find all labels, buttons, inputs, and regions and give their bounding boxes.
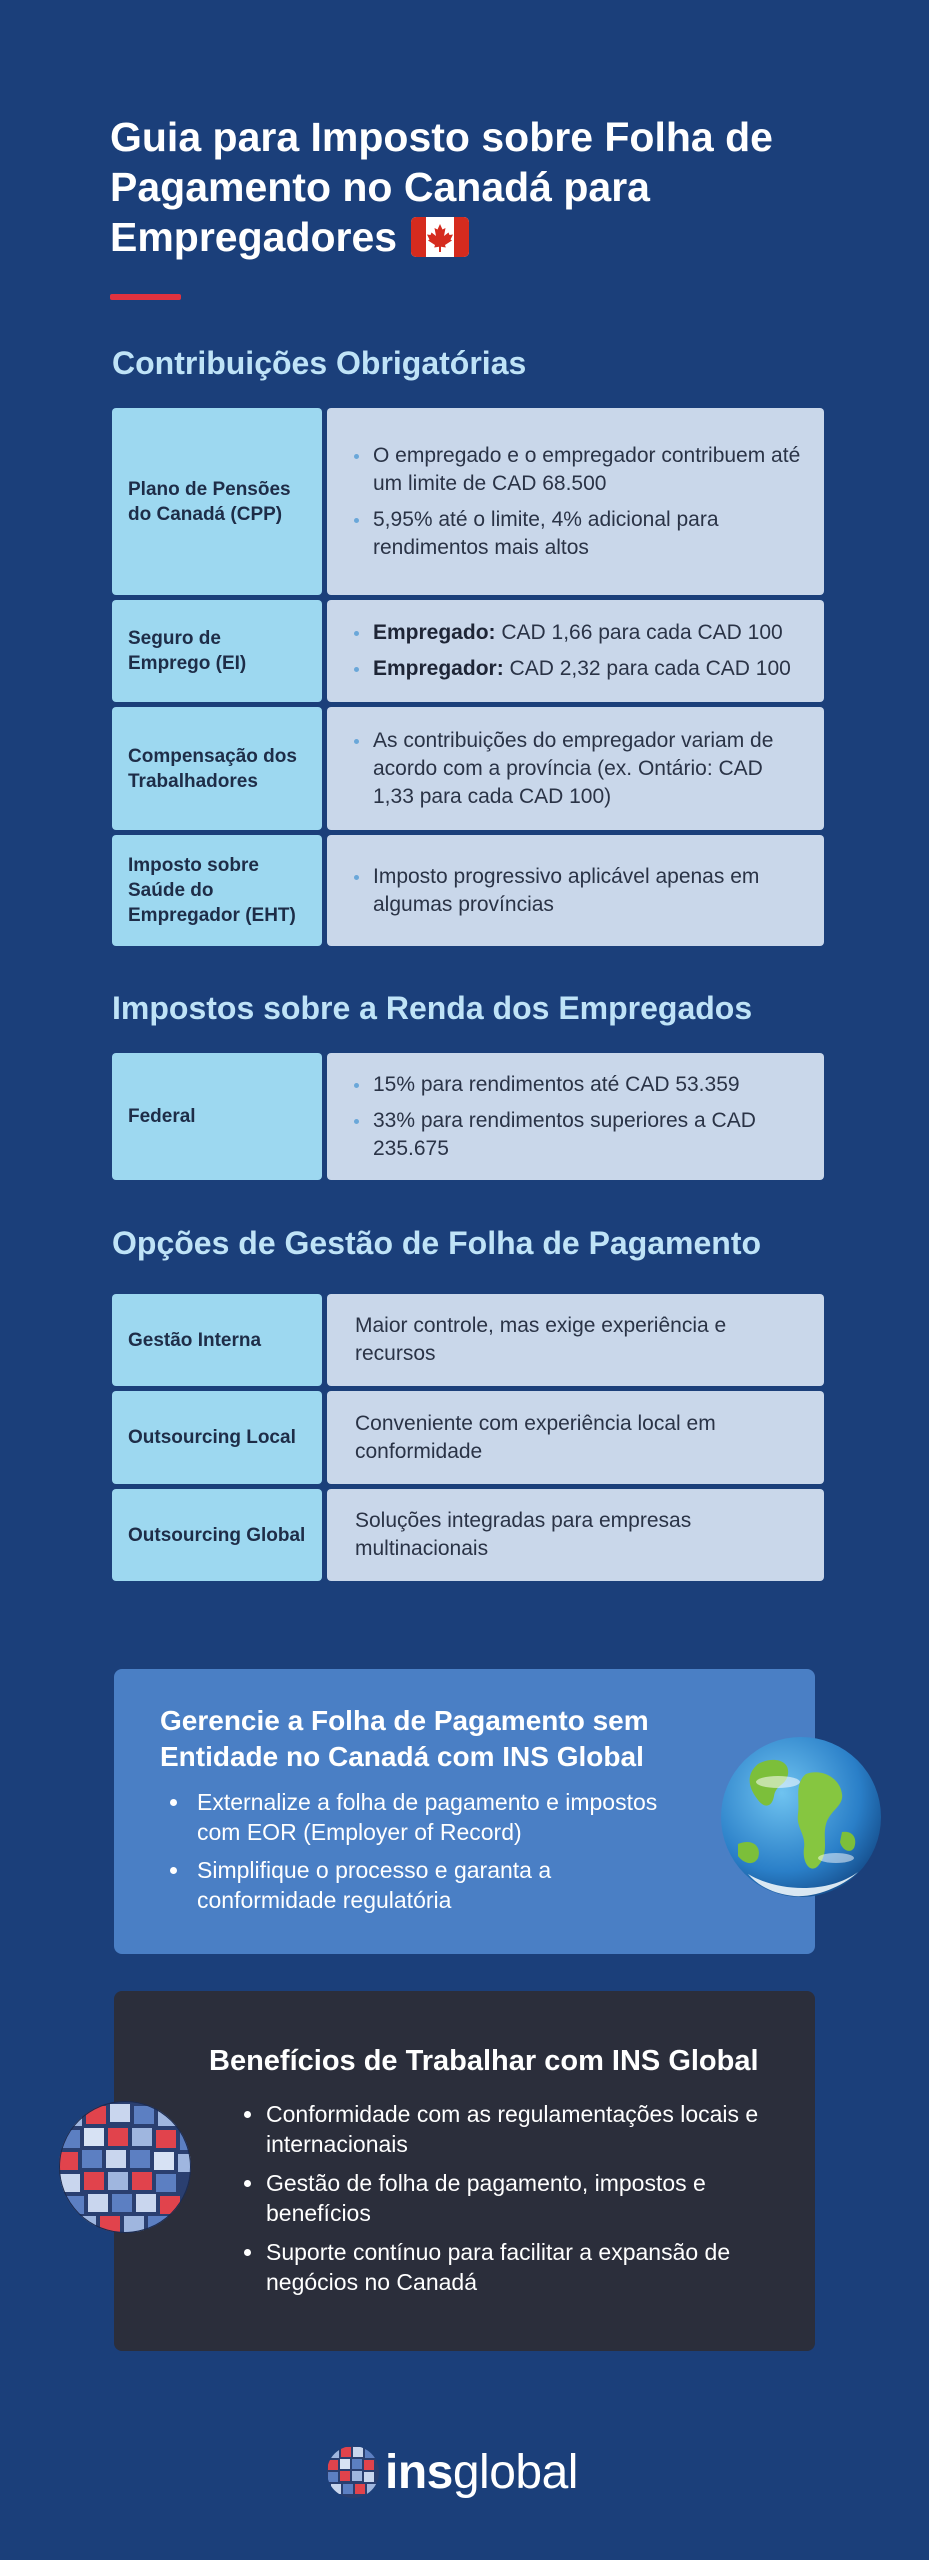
row-label-cpp: Plano de Pensões do Canadá (CPP) (112, 408, 322, 595)
promo-title: Gerencie a Folha de Pagamento sem Entidade no Canadá com INS Global (160, 1705, 649, 1772)
list-item: As contribuições do empregador variam de acordo com a província (ex. Ontário: CAD 1,33 para cada CAD 100) (353, 727, 806, 811)
row-label-workers-comp: Compensação dos Trabalhadores (112, 707, 322, 830)
payroll-options-table (112, 1294, 824, 1586)
title-underline (110, 294, 181, 300)
list-item-strong: Empregado: (373, 621, 496, 644)
promo-box (114, 1669, 815, 1954)
ins-global-logo (325, 2442, 625, 2502)
row-label: Gestão Interna (112, 1294, 322, 1386)
table-row-ei (112, 600, 824, 702)
list-item: Suporte contínuo para facilitar a expansão de negócios no Canadá (234, 2237, 794, 2297)
list-item: 5,95% até o limite, 4% adicional para rendimentos mais altos (353, 506, 806, 562)
row-desc-workers-comp (327, 707, 824, 830)
promo-list (160, 1787, 660, 1923)
row-desc: Conveniente com experiência local em conformidade (327, 1391, 824, 1484)
list-item-strong: Empregador: (373, 657, 504, 680)
row-desc: Soluções integradas para empresas multinacionais (327, 1489, 824, 1581)
list-item: O empregado e o empregador contribuem até um limite de CAD 68.500 (353, 442, 806, 498)
list-item: Gestão de folha de pagamento, impostos e benefícios (234, 2168, 794, 2228)
page-title (110, 112, 830, 262)
row-label: Outsourcing Local (112, 1391, 322, 1484)
income-tax-table (112, 1053, 824, 1185)
section-heading-payroll-options: Opções de Gestão de Folha de Pagamento (112, 1225, 762, 1261)
row-label-eht: Imposto sobre Saúde do Empregador (EHT) (112, 835, 322, 946)
row-desc-federal (327, 1053, 824, 1180)
disco-globe-icon (56, 2098, 194, 2236)
list-item-text: CAD 2,32 para cada CAD 100 (503, 657, 791, 680)
canada-flag-icon (411, 217, 469, 257)
logo-text-regular: global (452, 2445, 578, 2499)
list-item: Simplifique o processo e garanta a conformidade regulatória (160, 1855, 660, 1915)
list-item: Imposto progressivo aplicável apenas em algumas províncias (353, 863, 806, 919)
page-title-text: Guia para Imposto sobre Folha de Pagamento no Canadá para Empregadores (110, 114, 773, 260)
list-item (353, 619, 806, 647)
benefits-list (234, 2099, 794, 2306)
benefits-box (114, 1991, 815, 2351)
table-row (112, 1294, 824, 1386)
row-desc-ei (327, 600, 824, 702)
table-row-workers-comp (112, 707, 824, 830)
table-row-federal (112, 1053, 824, 1180)
logo-text (385, 2445, 578, 2500)
row-label-federal: Federal (112, 1053, 322, 1180)
ins-global-logo-icon (325, 2444, 381, 2500)
table-row-eht (112, 835, 824, 946)
logo-text-bold: ins (385, 2445, 453, 2499)
list-item: 15% para rendimentos até CAD 53.359 (353, 1071, 806, 1099)
table-row-cpp (112, 408, 824, 595)
row-desc: Maior controle, mas exige experiência e recursos (327, 1294, 824, 1386)
list-item: Externalize a folha de pagamento e impostos com EOR (Employer of Record) (160, 1787, 660, 1847)
section-heading-contributions: Contribuições Obrigatórias (112, 345, 527, 381)
section-heading-income-tax: Impostos sobre a Renda dos Empregados (112, 990, 753, 1026)
table-row (112, 1391, 824, 1484)
list-item: 33% para rendimentos superiores a CAD 235.675 (353, 1107, 806, 1163)
list-item-text: CAD 1,66 para cada CAD 100 (495, 621, 783, 644)
benefits-title: Benefícios de Trabalhar com INS Global (209, 2045, 759, 2077)
row-label: Outsourcing Global (112, 1489, 322, 1581)
row-desc-eht (327, 835, 824, 946)
globe-icon (718, 1734, 884, 1900)
row-desc-cpp (327, 408, 824, 595)
list-item: Conformidade com as regulamentações locais e internacionais (234, 2099, 794, 2159)
list-item (353, 655, 806, 683)
row-label-ei: Seguro de Emprego (EI) (112, 600, 322, 702)
contributions-table (112, 408, 824, 951)
table-row (112, 1489, 824, 1581)
